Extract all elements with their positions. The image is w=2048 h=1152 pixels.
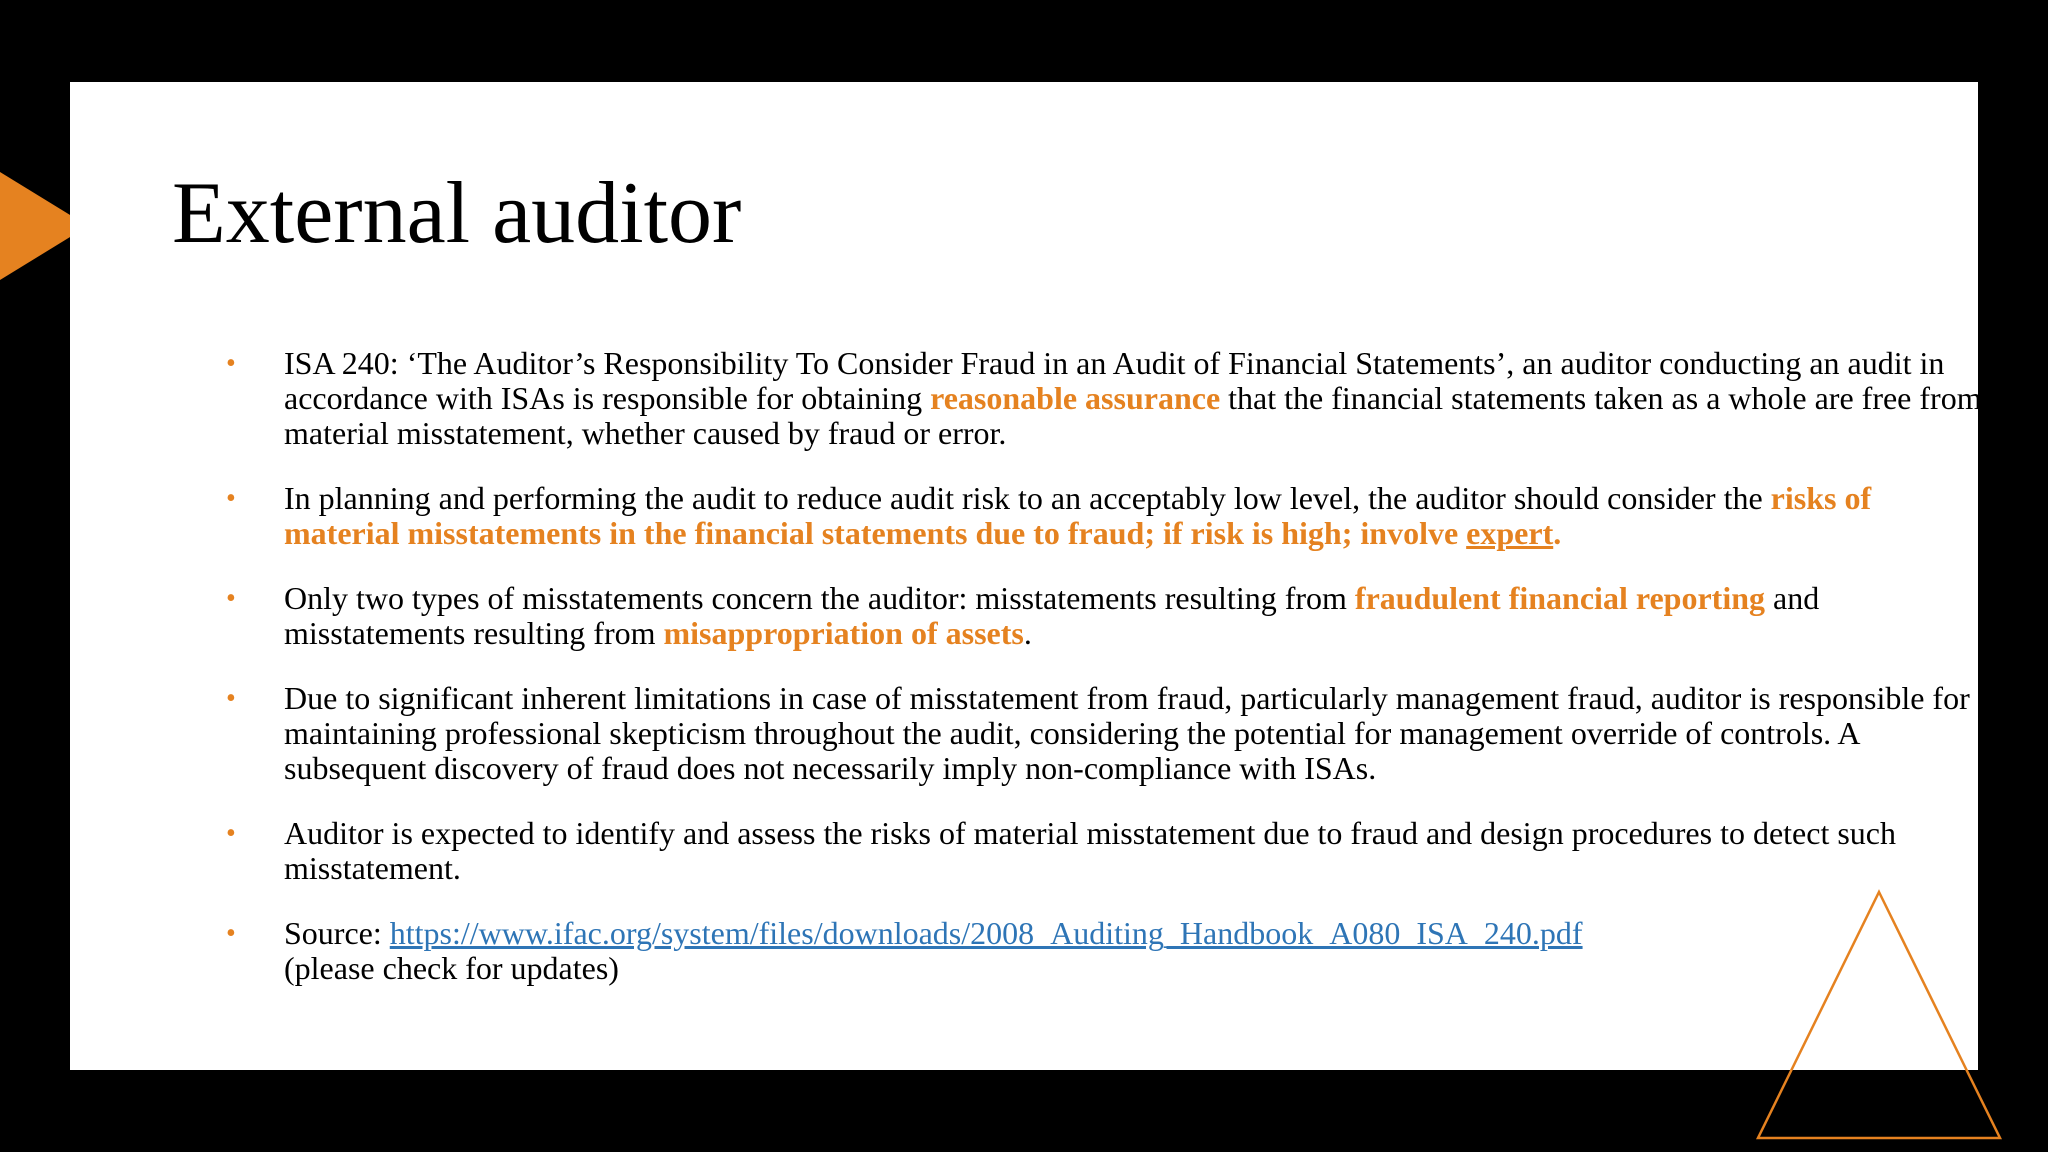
bullet-icon: • [226,348,236,379]
highlight-text: risks of material misstatements in the financial statements due to fraud; if risk is high; involve [284,480,1872,551]
bullet-text: Due to significant inherent limitations in case of misstatement from fraud, particularly management fraud, auditor is responsible for maintaining professional skepticism throughout the audit, considering the potential for management override of controls. A subsequent discovery of fraud does not necessarily imply non-compliance with ISAs. [284,680,1970,786]
bullet-icon: • [226,583,236,614]
bullet-item-limitations [154,681,1986,786]
bullet-text: that the financial statements taken as a whole are free from material misstatement, whether caused by fraud or error. [284,380,1982,451]
bullet-icon: • [226,683,236,714]
highlight-text: fraudulent financial reporting [1354,580,1765,616]
bullet-item-isa240 [154,346,1986,451]
bullet-item-misstatement-types [154,581,1986,651]
source-note: (please check for updates) [284,950,619,986]
highlight-text: . [1553,515,1562,551]
bullet-list [154,346,1986,986]
source-label: Source: [284,915,390,951]
bullet-item-expectations [154,816,1986,886]
highlight-text: misappropriation of assets [663,615,1024,651]
orange-triangle-outline-icon [1754,888,2004,1142]
source-link[interactable]: https://www.ifac.org/system/files/downloads/2008_Auditing_Handbook_A080_ISA_240.pdf [389,915,1583,951]
bullet-text: ISA 240: ‘The Auditor’s Responsibility To Consider Fraud in an Audit of Financial Statements’, an auditor conducting an audit in accordance with ISAs is responsible for obtaining [284,345,1945,416]
bullet-text: . [1023,615,1032,651]
slide-body [154,346,1986,1016]
slide-canvas [70,82,1982,1070]
bullet-text: In planning and performing the audit to reduce audit risk to an acceptably low level, the auditor should consider the [284,480,1771,516]
highlight-underlined-text: expert [1466,515,1554,551]
slide-title: External auditor [172,165,742,262]
bullet-icon: • [226,918,236,949]
bullet-item-source [154,916,1986,986]
bullet-text: and misstatements resulting from [284,580,1820,651]
bullet-item-planning [154,481,1986,551]
bullet-icon: • [226,818,236,849]
highlight-text: reasonable assurance [930,380,1221,416]
bullet-text: Only two types of misstatements concern the auditor: misstatements resulting from [284,580,1355,616]
bullet-text: Auditor is expected to identify and assess the risks of material misstatement due to fraud and design procedures to detect such misstatement. [284,815,1896,886]
bullet-icon: • [226,483,236,514]
